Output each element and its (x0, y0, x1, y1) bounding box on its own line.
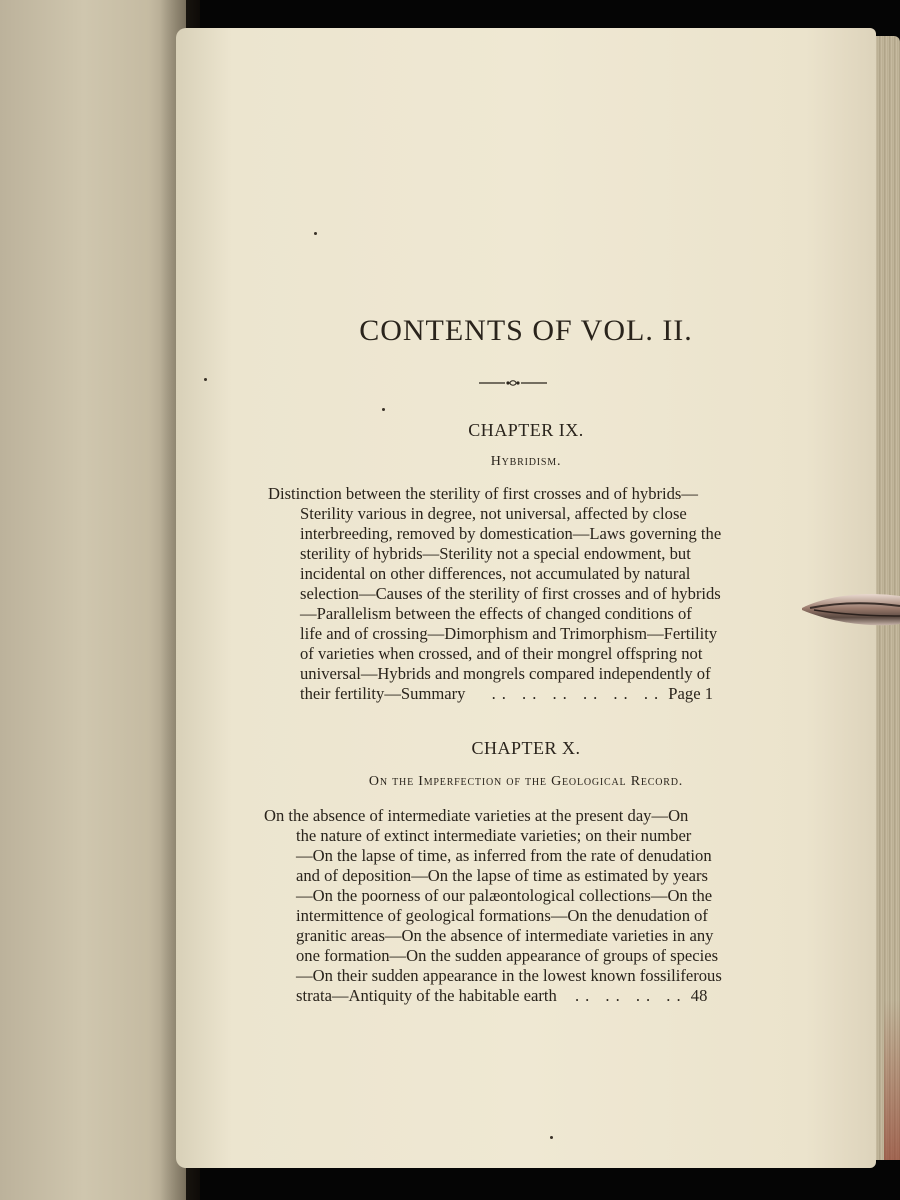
summary-line: intermittence of geological formations—On the denudation of (296, 906, 708, 925)
summary-line: incidental on other differences, not accumulated by natural (300, 564, 691, 583)
summary-line: life and of crossing—Dimorphism and Trimorphism—Fertility (300, 624, 718, 643)
summary-line-end: their fertility—Summary (300, 684, 466, 703)
chapter-summary (264, 806, 864, 1006)
paper-speck (382, 408, 385, 411)
page-reference: Page 1 (668, 684, 713, 703)
summary-last-line (300, 684, 868, 704)
chapter-heading: CHAPTER X. (471, 738, 581, 758)
title-ornament-icon (479, 378, 547, 388)
chapter-subtitle: On the Imperfection of the Geological Record. (368, 774, 684, 789)
chapter-subtitle: Hybridism. (490, 454, 562, 469)
summary-line: and of deposition—On the lapse of time as estimated by years (296, 866, 708, 885)
summary-line: granitic areas—On the absence of intermediate varieties in any (296, 926, 714, 945)
page-reference: 48 (690, 986, 708, 1005)
page-title: CONTENTS OF VOL. II. (359, 314, 693, 347)
paper-speck (550, 1136, 553, 1139)
chapter-summary (268, 484, 868, 704)
summary-line: the nature of extinct intermediate varieties; on their number (296, 826, 692, 845)
summary-line: selection—Causes of the sterility of first crosses and of hybrids (300, 584, 721, 603)
paper-speck (204, 378, 207, 381)
summary-line: —On the lapse of time, as inferred from the rate of denudation (296, 846, 712, 865)
summary-line: interbreeding, removed by domestication—Laws governing the (300, 524, 722, 543)
summary-line-end: strata—Antiquity of the habitable earth (296, 986, 557, 1005)
summary-line: —On their sudden appearance in the lowest known fossiliferous (296, 966, 722, 985)
summary-line: sterility of hybrids—Sterility not a special endowment, but (300, 544, 691, 563)
paper-speck (314, 232, 317, 235)
page-edges-tint (884, 1000, 900, 1160)
dot-leader: .. .. .. .. .. .. (491, 684, 665, 703)
left-page (0, 0, 186, 1200)
chapter-heading: CHAPTER IX. (468, 420, 584, 440)
summary-last-line (296, 986, 864, 1006)
summary-line: one formation—On the sudden appearance of groups of species (296, 946, 719, 965)
summary-line: Distinction between the sterility of first crosses and of hybrids— (268, 484, 698, 503)
summary-line: Sterility various in degree, not universal, affected by close (300, 504, 687, 523)
summary-line: —Parallelism between the effects of changed conditions of (300, 604, 692, 623)
pen-tip-icon (800, 586, 900, 634)
dot-leader: .. .. .. .. (574, 986, 687, 1005)
summary-line: universal—Hybrids and mongrels compared independently of (300, 664, 711, 683)
summary-line: —On the poorness of our palæontological collections—On the (296, 886, 713, 905)
summary-line: On the absence of intermediate varieties at the present day—On (264, 806, 689, 825)
summary-line: of varieties when crossed, and of their mongrel offspring not (300, 644, 703, 663)
contents-page (176, 28, 876, 1168)
